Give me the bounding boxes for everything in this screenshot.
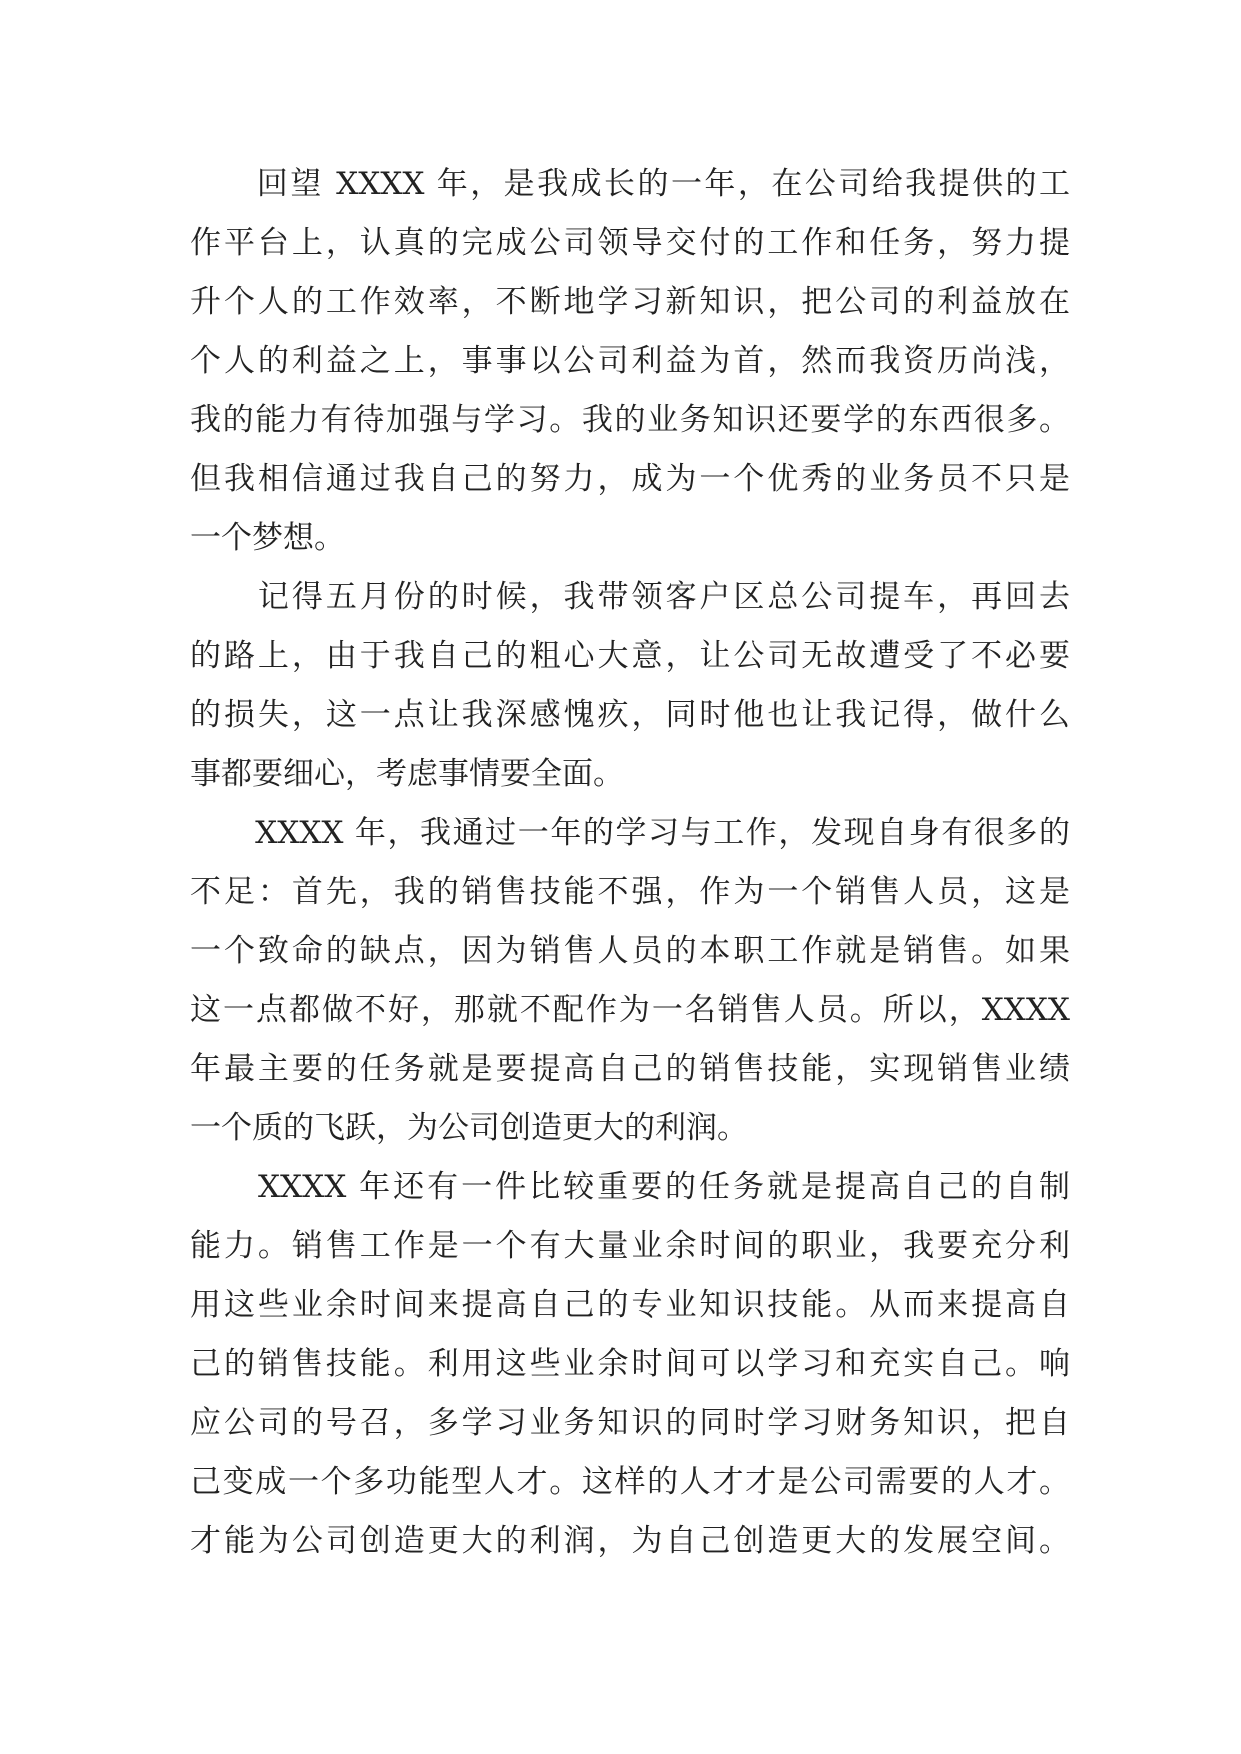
text-line: 作平台上，认真的完成公司领导交付的工作和任务，努力提 (190, 225, 1070, 261)
text-line: 的路上，由于我自己的粗心大意，让公司无故遭受了不必要 (190, 638, 1070, 674)
document-body (190, 155, 1070, 1571)
text-line: 的损失，这一点让我深感愧疚，同时他也让我记得，做什么 (190, 697, 1070, 733)
text-line: 回望 XXXX 年，是我成长的一年，在公司给我提供的工 (190, 166, 1070, 202)
text-line: XXXX 年还有一件比较重要的任务就是提高自己的自制 (190, 1169, 1070, 1205)
text-line: 一个梦想。 (190, 520, 345, 556)
text-line: 个人的利益之上，事事以公司利益为首，然而我资历尚浅， (190, 343, 1070, 379)
text-line: 用这些业余时间来提高自己的专业知识技能。从而来提高自 (190, 1287, 1070, 1323)
text-line: 能力。销售工作是一个有大量业余时间的职业，我要充分利 (190, 1228, 1070, 1264)
text-line: 这一点都做不好，那就不配作为一名销售人员。所以，XXXX (190, 992, 1070, 1028)
text-line: 但我相信通过我自己的努力，成为一个优秀的业务员不只是 (190, 461, 1070, 497)
text-line: 记得五月份的时候，我带领客户区总公司提车，再回去 (190, 579, 1070, 615)
paragraph-2 (190, 568, 1070, 804)
text-line: 我的能力有待加强与学习。我的业务知识还要学的东西很多。 (190, 402, 1070, 438)
paragraph-4 (190, 1158, 1070, 1571)
text-line: 一个质的飞跃，为公司创造更大的利润。 (190, 1110, 748, 1146)
text-line: 一个致命的缺点，因为销售人员的本职工作就是销售。如果 (190, 933, 1070, 969)
text-line: 己的销售技能。利用这些业余时间可以学习和充实自己。响 (190, 1346, 1070, 1382)
text-line: 年最主要的任务就是要提高自己的销售技能，实现销售业绩 (190, 1051, 1070, 1087)
text-line: 不足：首先，我的销售技能不强，作为一个销售人员，这是 (190, 874, 1070, 910)
text-line: 升个人的工作效率，不断地学习新知识，把公司的利益放在 (190, 284, 1070, 320)
text-line: 应公司的号召，多学习业务知识的同时学习财务知识，把自 (190, 1405, 1070, 1441)
paragraph-1 (190, 155, 1070, 568)
text-line: 己变成一个多功能型人才。这样的人才才是公司需要的人才。 (190, 1464, 1070, 1500)
text-line: 事都要细心，考虑事情要全面。 (190, 756, 624, 792)
text-line: 才能为公司创造更大的利润，为自己创造更大的发展空间。 (190, 1523, 1070, 1559)
text-line: XXXX 年，我通过一年的学习与工作，发现自身有很多的 (190, 815, 1070, 851)
paragraph-3 (190, 804, 1070, 1158)
